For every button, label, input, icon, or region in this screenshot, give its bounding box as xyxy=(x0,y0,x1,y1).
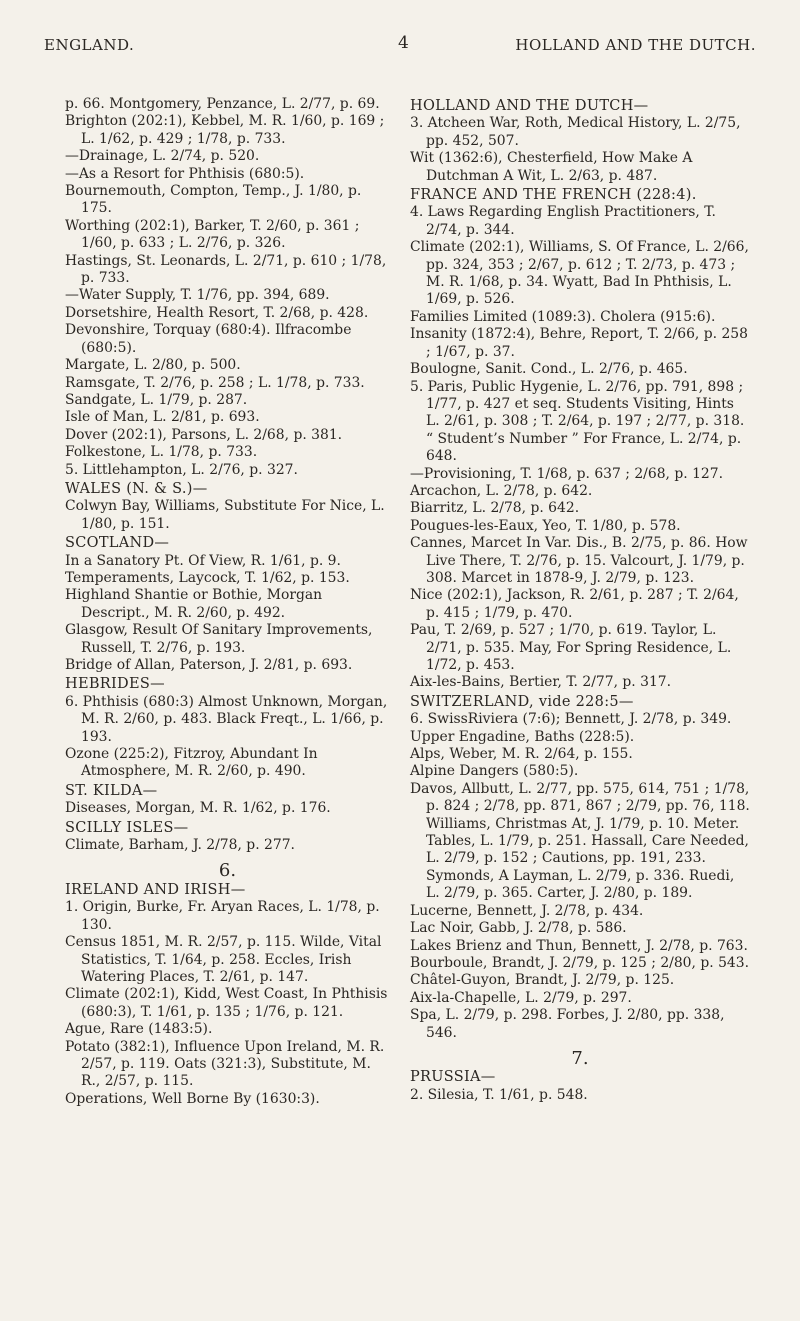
index-entry: Aix-les-Bains, Bertier, T. 2/77, p. 317. xyxy=(410,674,672,691)
index-entry: 2. Silesia, T. 1/61, p. 548. xyxy=(410,1086,588,1103)
index-entry: Folkestone, L. 1/78, p. 733. xyxy=(65,444,258,461)
index-entry: Bourboule, Brandt, J. 2/79, p. 125 ; 2/80, p. 543. xyxy=(410,954,749,971)
running-header-right: HOLLAND AND THE DUTCH. xyxy=(515,36,756,54)
index-entry: 5. Littlehampton, L. 2/76, p. 327. xyxy=(65,461,298,478)
index-entry: Lucerne, Bennett, J. 2/78, p. 434. xyxy=(410,902,644,919)
section-heading: ST. KILDA— xyxy=(65,782,158,799)
index-entry: Insanity (1872:4), Behre, Report, T. 2/66, p. 258 ; 1/67, p. 37. xyxy=(410,326,748,360)
index-entry: Highland Shantie or Bothie, Morgan Descript., M. R. 2/60, p. 492. xyxy=(65,587,323,621)
index-entry: Temperaments, Laycock, T. 1/62, p. 153. xyxy=(65,569,350,586)
index-entry: Bournemouth, Compton, Temp., J. 1/80, p. 175. xyxy=(65,183,362,217)
index-entry: Census 1851, M. R. 2/57, p. 115. Wilde, Vital Statistics, T. 1/64, p. 258. Eccles, Irish Watering Places, T. 2/61, p. 147. xyxy=(65,934,382,985)
section-heading: IRELAND AND IRISH— xyxy=(65,881,246,898)
index-entry: Climate (202:1), Williams, S. Of France, L. 2/66, pp. 324, 353 ; 2/67, p. 612 ; T. 2/73, p. 473 ; M. R. 1/68, p. 34. Wyatt, Bad In Phthisis, L. 1/69, p. 526. xyxy=(410,239,749,308)
section-heading: SCILLY ISLES— xyxy=(65,819,189,836)
index-entry: Nice (202:1), Jackson, R. 2/61, p. 287 ; T. 2/64, p. 415 ; 1/79, p. 470. xyxy=(410,587,739,621)
section-heading: WALES (N. & S.)— xyxy=(65,480,208,497)
index-entry: Boulogne, Sanit. Cond., L. 2/76, p. 465. xyxy=(410,361,688,378)
index-entry: Bridge of Allan, Paterson, J. 2/81, p. 693. xyxy=(65,657,353,673)
index-entry: Alpine Dangers (580:5). xyxy=(410,763,579,780)
index-entry: 3. Atcheen War, Roth, Medical History, L. 2/75, pp. 452, 507. xyxy=(410,115,741,149)
index-entry: Davos, Allbutt, L. 2/77, pp. 575, 614, 751 ; 1/78, p. 824 ; 2/78, pp. 871, 867 ; 2/79, pp. 76, 118. Williams, Christmas At, J. 1/79, p. 10. Meter. Tables, L. 1/79, p. 251. Hassall, Care Needed, L. 2/79, p. 152 ; Cautions, pp. 191, 233. Symonds, A Layman, L. 2/79, p. 336. Ruedi, L. 2/79, p. 365. Carter, J. 2/80, p. 189. xyxy=(410,780,750,902)
section-heading: HOLLAND AND THE DUTCH— xyxy=(410,98,649,114)
index-entry: Operations, Well Borne By (1630:3). xyxy=(65,1090,320,1107)
index-entry: Spa, L. 2/79, p. 298. Forbes, J. 2/80, pp. 338, 546. xyxy=(410,1007,725,1041)
section-heading: FRANCE AND THE FRENCH (228:4). xyxy=(410,187,697,204)
right-column xyxy=(410,96,750,1104)
section-number: 7. xyxy=(571,1047,589,1069)
index-entry: Pougues-les-Eaux, Yeo, T. 1/80, p. 578. xyxy=(410,517,681,534)
index-entry: Pau, T. 2/69, p. 527 ; 1/70, p. 619. Taylor, L. 2/71, p. 535. May, For Spring Residence, L. 1/72, p. 453. xyxy=(410,622,732,673)
index-entry: 4. Laws Regarding English Practitioners, T. 2/74, p. 344. xyxy=(410,204,716,238)
index-entry: Arcachon, L. 2/78, p. 642. xyxy=(410,482,593,499)
index-entry: Cannes, Marcet In Var. Dis., B. 2/75, p. 86. How Live There, T. 2/76, p. 15. Valcourt, J. 1/79, p. 308. Marcet in 1878-9, J. 2/79, p. 123. xyxy=(410,535,748,586)
index-entry: Biarritz, L. 2/78, p. 642. xyxy=(410,500,580,517)
index-entry: —Water Supply, T. 1/76, pp. 394, 689. xyxy=(65,287,330,304)
index-entry: p. 66. Montgomery, Penzance, L. 2/77, p. 69. xyxy=(65,96,380,112)
index-entry: Dover (202:1), Parsons, L. 2/68, p. 381. xyxy=(65,426,343,443)
index-entry: 6. Phthisis (680:3) Almost Unknown, Morgan, M. R. 2/60, p. 483. Black Freqt., L. 1/66, p. 193. xyxy=(65,693,388,745)
section-heading: HEBRIDES— xyxy=(65,676,165,693)
index-entry: Wit (1362:6), Chesterfield, How Make A Dutchman A Wit, L. 2/63, p. 487. xyxy=(410,150,693,184)
index-entry: Sandgate, L. 1/79, p. 287. xyxy=(65,391,248,408)
index-entry: Châtel-Guyon, Brandt, J. 2/79, p. 125. xyxy=(410,972,675,989)
index-entry: —As a Resort for Phthisis (680:5). xyxy=(65,165,305,182)
index-entry: Potato (382:1), Influence Upon Ireland, M. R. 2/57, p. 119. Oats (321:3), Substitute, M. R., 2/57, p. 115. xyxy=(65,1038,385,1090)
index-entry: Worthing (202:1), Barker, T. 2/60, p. 361 ; 1/60, p. 633 ; L. 2/76, p. 326. xyxy=(65,217,360,252)
index-entry: Isle of Man, L. 2/81, p. 693. xyxy=(65,409,260,426)
index-entry: Ague, Rare (1483:5). xyxy=(65,1021,213,1038)
page-number: 4 xyxy=(398,33,410,53)
index-entry: Devonshire, Torquay (680:4). Ilfracombe (680:5). xyxy=(65,322,352,356)
index-entry: Lakes Brienz and Thun, Bennett, J. 2/78, p. 763. xyxy=(410,937,748,954)
index-entry: —Provisioning, T. 1/68, p. 637 ; 2/68, p. 127. xyxy=(410,465,724,482)
index-entry: Upper Engadine, Baths (228:5). xyxy=(410,728,635,745)
index-entry: In a Sanatory Pt. Of View, R. 1/61, p. 9. xyxy=(65,552,341,569)
index-entry: —Drainage, L. 2/74, p. 520. xyxy=(65,148,260,165)
index-entry: Ramsgate, T. 2/76, p. 258 ; L. 1/78, p. 733. xyxy=(65,374,365,391)
section-heading: PRUSSIA— xyxy=(410,1069,496,1086)
index-entry: Lac Noir, Gabb, J. 2/78, p. 586. xyxy=(410,920,627,937)
index-entry: 1. Origin, Burke, Fr. Aryan Races, L. 1/78, p. 130. xyxy=(65,899,380,933)
index-entry: 6. SwissRiviera (7:6); Bennett, J. 2/78, p. 349. xyxy=(410,711,732,728)
section-heading: SWITZERLAND, vide 228:5— xyxy=(410,693,634,710)
section-heading: SCOTLAND— xyxy=(65,535,170,552)
index-entry: Alps, Weber, M. R. 2/64, p. 155. xyxy=(410,746,633,763)
index-entry: Brighton (202:1), Kebbel, M. R. 1/60, p. 169 ; L. 1/62, p. 429 ; 1/78, p. 733. xyxy=(65,113,385,147)
index-entry: Ozone (225:2), Fitzroy, Abundant In Atmosphere, M. R. 2/60, p. 490. xyxy=(65,746,318,780)
index-entry: Hastings, St. Leonards, L. 2/71, p. 610 ; 1/78, p. 733. xyxy=(65,252,387,287)
running-header-left: ENGLAND. xyxy=(44,36,135,54)
index-entry: Aix-la-Chapelle, L. 2/79, p. 297. xyxy=(410,989,632,1006)
index-entry: 5. Paris, Public Hygenie, L. 2/76, pp. 791, 898 ; 1/77, p. 427 et seq. Students Visiting, Hints L. 2/61, p. 308 ; T. 2/64, p. 197 ; 2/77, p. 318. “ Student’s Number ” For France, L. 2/74, p. 648. xyxy=(410,378,745,465)
index-entry: Colwyn Bay, Williams, Substitute For Nice, L. 1/80, p. 151. xyxy=(65,498,385,532)
index-entry: Margate, L. 2/80, p. 500. xyxy=(65,357,241,374)
left-column xyxy=(65,96,390,1108)
index-entry: Diseases, Morgan, M. R. 1/62, p. 176. xyxy=(65,800,331,817)
section-number: 6. xyxy=(218,860,237,882)
index-entry: Climate, Barham, J. 2/78, p. 277. xyxy=(65,837,295,854)
index-entry: Glasgow, Result Of Sanitary Improvements, Russell, T. 2/76, p. 193. xyxy=(65,622,373,656)
index-entry: Climate (202:1), Kidd, West Coast, In Phthisis (680:3), T. 1/61, p. 135 ; 1/76, p. 121. xyxy=(65,986,388,1020)
index-entry: Dorsetshire, Health Resort, T. 2/68, p. 428. xyxy=(65,304,369,321)
index-entry: Families Limited (1089:3). Cholera (915:6). xyxy=(410,308,716,325)
